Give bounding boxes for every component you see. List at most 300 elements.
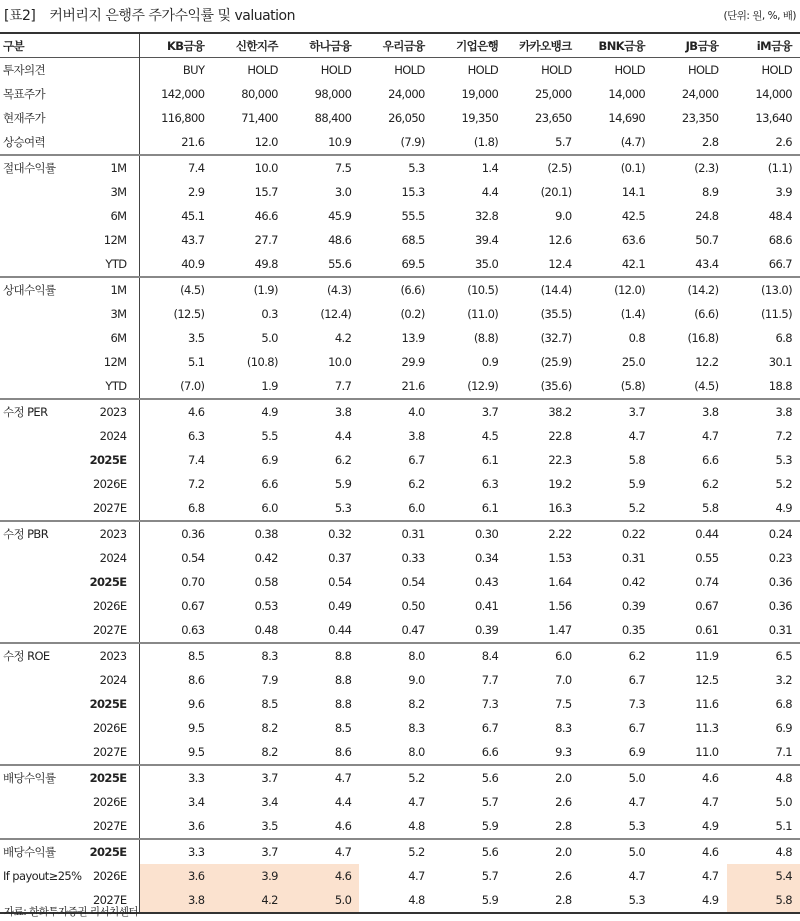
cell-0: BUY bbox=[182, 63, 205, 77]
cell-6: 4.7 bbox=[628, 795, 646, 809]
cell-3: 29.9 bbox=[401, 355, 425, 369]
cell-7: 50.7 bbox=[695, 233, 719, 247]
cell-3: 4.7 bbox=[408, 795, 425, 809]
cell-6: 0.31 bbox=[621, 551, 646, 565]
row-group-label bbox=[0, 204, 88, 228]
row-sub-label: 2023 bbox=[88, 643, 139, 668]
cell-8: HOLD bbox=[761, 63, 792, 77]
cell-7: 4.6 bbox=[653, 765, 726, 790]
cell-6: 5.0 bbox=[580, 765, 653, 790]
cell-7: (4.5) bbox=[694, 379, 719, 393]
cell-6: 0.8 bbox=[628, 331, 646, 345]
cell-0: 0.63 bbox=[181, 623, 205, 637]
cell-0: 4.6 bbox=[139, 399, 212, 424]
cell-1: 0.38 bbox=[212, 521, 285, 546]
row-group-label: 목표주가 bbox=[3, 87, 46, 101]
cell-1: 1.9 bbox=[261, 379, 278, 393]
cell-7: (16.8) bbox=[687, 331, 719, 345]
row-sub-label: 2023 bbox=[88, 399, 139, 424]
cell-4: 7.3 bbox=[481, 697, 499, 711]
row-sub-label: 6M bbox=[88, 326, 139, 350]
cell-4: 6.1 bbox=[481, 453, 499, 467]
cell-1: 8.2 bbox=[261, 745, 278, 759]
row-group-label bbox=[0, 326, 88, 350]
cell-0: 2.9 bbox=[187, 185, 205, 199]
cell-2: HOLD bbox=[320, 63, 352, 77]
cell-6: 5.0 bbox=[580, 839, 653, 864]
cell-5: 8.3 bbox=[555, 721, 572, 735]
cell-5: 22.3 bbox=[548, 453, 572, 467]
cell-1: 4.9 bbox=[212, 399, 285, 424]
cell-1: 5.0 bbox=[261, 331, 278, 345]
cell-2: 5.3 bbox=[334, 501, 352, 515]
cell-5: 1.53 bbox=[548, 551, 572, 565]
cell-1: 3.7 bbox=[212, 765, 285, 790]
cell-3: (0.2) bbox=[400, 307, 425, 321]
cell-5: (32.7) bbox=[540, 331, 572, 345]
cell-2: 10.9 bbox=[328, 135, 352, 149]
cell-3: 4.8 bbox=[408, 819, 425, 833]
cell-5: 12.4 bbox=[548, 257, 572, 271]
cell-7: 12.2 bbox=[695, 355, 719, 369]
table-row bbox=[0, 277, 800, 302]
cell-6: (12.0) bbox=[580, 277, 653, 302]
cell-5: 38.2 bbox=[506, 399, 579, 424]
cell-7: (6.6) bbox=[694, 307, 719, 321]
cell-5: (2.5) bbox=[506, 155, 579, 180]
cell-6: 5.2 bbox=[628, 501, 646, 515]
table-row bbox=[0, 570, 800, 594]
row-group-label bbox=[0, 594, 88, 618]
cell-7: 8.9 bbox=[702, 185, 719, 199]
cell-7: 4.6 bbox=[653, 839, 726, 864]
cell-5: 2.0 bbox=[506, 765, 579, 790]
cell-2: 3.0 bbox=[334, 185, 352, 199]
cell-0: 5.1 bbox=[187, 355, 205, 369]
row-group-label: 수정 PBR bbox=[0, 521, 88, 546]
table-row bbox=[0, 155, 800, 180]
cell-5: 2.0 bbox=[506, 839, 579, 864]
cell-3: 13.9 bbox=[401, 331, 425, 345]
row-group-label bbox=[0, 448, 88, 472]
row-group-label: 수정 ROE bbox=[0, 643, 88, 668]
cell-1: (1.9) bbox=[212, 277, 285, 302]
cell-8: 68.6 bbox=[768, 233, 792, 247]
cell-6: 6.7 bbox=[628, 721, 646, 735]
row-group-label bbox=[0, 618, 88, 643]
cell-7: (2.3) bbox=[653, 155, 726, 180]
cell-0: 0.36 bbox=[139, 521, 212, 546]
table-row bbox=[0, 204, 800, 228]
cell-7: HOLD bbox=[687, 63, 719, 77]
row-sub-label: 2026E bbox=[88, 790, 139, 814]
row-group-label: 상대수익률 bbox=[0, 277, 88, 302]
cell-5: 9.0 bbox=[555, 209, 572, 223]
cell-3: 5.3 bbox=[359, 155, 432, 180]
cell-1: HOLD bbox=[247, 63, 278, 77]
cell-5: 2.22 bbox=[506, 521, 579, 546]
cell-5: 9.3 bbox=[555, 745, 572, 759]
cell-2: 10.0 bbox=[328, 355, 352, 369]
cell-4: 5.7 bbox=[481, 869, 499, 883]
table-row bbox=[0, 814, 800, 839]
cell-8: 4.9 bbox=[775, 501, 792, 515]
cell-7: 6.2 bbox=[702, 477, 719, 491]
cell-3: 8.3 bbox=[408, 721, 425, 735]
table-row bbox=[0, 424, 800, 448]
column-header-8: iM금융 bbox=[756, 38, 792, 53]
table-row bbox=[0, 448, 800, 472]
cell-8: 6.5 bbox=[727, 643, 800, 668]
cell-6: HOLD bbox=[614, 63, 646, 77]
cell-4: 0.39 bbox=[474, 623, 499, 637]
row-group-label bbox=[0, 252, 88, 277]
cell-2: 4.2 bbox=[334, 331, 352, 345]
cell-7: 24,000 bbox=[681, 87, 719, 101]
cell-6: 3.7 bbox=[580, 399, 653, 424]
cell-4: 0.41 bbox=[474, 599, 499, 613]
table-row bbox=[0, 326, 800, 350]
row-group-label: If payout≥25% bbox=[3, 869, 82, 883]
column-header-2: 하나금융 bbox=[309, 38, 352, 53]
cell-0: 3.3 bbox=[139, 839, 212, 864]
cell-4: 32.8 bbox=[474, 209, 499, 223]
row-sub-label: YTD bbox=[88, 252, 139, 277]
row-group-label bbox=[0, 814, 88, 839]
column-header-0: KB금융 bbox=[166, 38, 205, 53]
cell-7: 12.5 bbox=[695, 673, 719, 687]
cell-0: 3.5 bbox=[187, 331, 205, 345]
cell-4: 39.4 bbox=[474, 233, 499, 247]
row-sub-label: 2027E bbox=[88, 496, 139, 521]
cell-6: 0.35 bbox=[621, 623, 646, 637]
cell-0: 8.5 bbox=[139, 643, 212, 668]
cell-6: (0.1) bbox=[580, 155, 653, 180]
cell-4: 5.9 bbox=[433, 888, 506, 913]
cell-3: 9.0 bbox=[408, 673, 425, 687]
cell-5: 6.0 bbox=[506, 643, 579, 668]
column-header-1: 신한지주 bbox=[235, 38, 278, 53]
cell-0: 9.5 bbox=[187, 745, 205, 759]
column-header-4: 기업은행 bbox=[456, 38, 499, 53]
cell-2: 45.9 bbox=[328, 209, 352, 223]
table-row bbox=[0, 594, 800, 618]
cell-6: 5.3 bbox=[628, 819, 646, 833]
cell-2: 6.2 bbox=[334, 453, 352, 467]
table-row bbox=[0, 374, 800, 399]
cell-6: 14.1 bbox=[621, 185, 646, 199]
row-group-label bbox=[0, 472, 88, 496]
table-row bbox=[0, 716, 800, 740]
cell-7: 4.7 bbox=[702, 795, 719, 809]
cell-5: 2.6 bbox=[555, 869, 572, 883]
cell-3: 8.0 bbox=[359, 643, 432, 668]
cell-8: 5.0 bbox=[775, 795, 792, 809]
table-row bbox=[0, 496, 800, 521]
cell-4: 1.4 bbox=[433, 155, 506, 180]
cell-2: 3.8 bbox=[286, 399, 359, 424]
cell-1: 0.58 bbox=[254, 575, 278, 589]
cell-8: 5.8 bbox=[727, 888, 800, 913]
cell-6: 6.7 bbox=[628, 673, 646, 687]
row-sub-label bbox=[88, 58, 139, 83]
cell-6: 42.5 bbox=[621, 209, 646, 223]
cell-8: (1.1) bbox=[727, 155, 800, 180]
cell-4: 0.30 bbox=[433, 521, 506, 546]
table-title-text: 커버리지 은행주 주가수익률 및 valuation bbox=[49, 8, 295, 24]
row-group-label bbox=[0, 716, 88, 740]
cell-7: 11.9 bbox=[653, 643, 726, 668]
table-row bbox=[0, 350, 800, 374]
cell-2: 5.9 bbox=[334, 477, 352, 491]
table-row bbox=[0, 58, 800, 83]
cell-0: 3.3 bbox=[139, 765, 212, 790]
cell-4: (11.0) bbox=[467, 307, 499, 321]
cell-1: 6.0 bbox=[261, 501, 278, 515]
cell-8: 5.3 bbox=[775, 453, 792, 467]
cell-6: (5.8) bbox=[620, 379, 646, 393]
cell-2: 4.6 bbox=[286, 864, 359, 888]
cell-5: (14.4) bbox=[506, 277, 579, 302]
row-sub-label bbox=[88, 82, 139, 106]
cell-7: 0.55 bbox=[695, 551, 719, 565]
cell-0: 21.6 bbox=[181, 135, 205, 149]
cell-4: (8.8) bbox=[473, 331, 499, 345]
cell-2: 5.0 bbox=[286, 888, 359, 913]
cell-4: 6.6 bbox=[481, 745, 499, 759]
cell-5: 23,650 bbox=[534, 111, 572, 125]
cell-7: (14.2) bbox=[653, 277, 726, 302]
cell-2: 4.4 bbox=[334, 795, 352, 809]
cell-4: 8.4 bbox=[433, 643, 506, 668]
cell-4: 5.7 bbox=[481, 795, 499, 809]
row-group-label bbox=[0, 790, 88, 814]
cell-4: 6.3 bbox=[481, 477, 499, 491]
cell-8: 7.1 bbox=[775, 745, 792, 759]
cell-8: 3.9 bbox=[775, 185, 792, 199]
cell-1: 8.3 bbox=[212, 643, 285, 668]
row-group-label bbox=[0, 424, 88, 448]
cell-0: 9.5 bbox=[187, 721, 205, 735]
cell-3: 4.7 bbox=[408, 869, 425, 883]
row-group-label: 상승여력 bbox=[3, 135, 46, 149]
cell-8: (13.0) bbox=[727, 277, 800, 302]
cell-2: 8.6 bbox=[334, 745, 352, 759]
cell-8: 66.7 bbox=[768, 257, 792, 271]
cell-5: (20.1) bbox=[540, 185, 572, 199]
table-row bbox=[0, 790, 800, 814]
cell-2: 0.54 bbox=[328, 575, 352, 589]
cell-5: HOLD bbox=[541, 63, 572, 77]
row-sub-label: 2024 bbox=[88, 668, 139, 692]
cell-3: 15.3 bbox=[401, 185, 425, 199]
header-sub bbox=[88, 33, 139, 58]
cell-4: 7.7 bbox=[481, 673, 499, 687]
cell-1: 3.5 bbox=[261, 819, 278, 833]
cell-5: 16.3 bbox=[548, 501, 572, 515]
cell-0: 43.7 bbox=[181, 233, 205, 247]
cell-3: 0.31 bbox=[359, 521, 432, 546]
row-sub-label: 3M bbox=[88, 180, 139, 204]
table-row bbox=[0, 864, 800, 888]
cell-5: 1.47 bbox=[548, 623, 572, 637]
cell-5: (35.5) bbox=[540, 307, 572, 321]
row-sub-label: 2026E bbox=[88, 864, 139, 888]
cell-3: HOLD bbox=[394, 63, 425, 77]
cell-0: 7.4 bbox=[139, 155, 212, 180]
cell-2: 8.5 bbox=[334, 721, 352, 735]
cell-8: 6.8 bbox=[775, 697, 792, 711]
cell-8: 2.6 bbox=[775, 135, 792, 149]
table-row bbox=[0, 521, 800, 546]
cell-7: 43.4 bbox=[695, 257, 719, 271]
row-sub-label: 2025E bbox=[88, 839, 139, 864]
cell-3: 0.50 bbox=[401, 599, 425, 613]
row-group-label: 투자의견 bbox=[3, 63, 46, 77]
row-sub-label: 2026E bbox=[88, 594, 139, 618]
cell-3: 0.33 bbox=[401, 551, 425, 565]
cell-8: 3.2 bbox=[775, 673, 792, 687]
table-row bbox=[0, 228, 800, 252]
column-header-5: 카카오뱅크 bbox=[519, 38, 572, 53]
cell-2: 7.5 bbox=[286, 155, 359, 180]
cell-0: 3.4 bbox=[187, 795, 205, 809]
cell-3: 6.2 bbox=[408, 477, 425, 491]
table-row bbox=[0, 668, 800, 692]
cell-0: 0.67 bbox=[181, 599, 205, 613]
row-sub-label: 2026E bbox=[88, 472, 139, 496]
table-row bbox=[0, 839, 800, 864]
cell-6: 4.7 bbox=[628, 869, 646, 883]
cell-6: 14,690 bbox=[608, 111, 646, 125]
cell-1: 8.2 bbox=[261, 721, 278, 735]
table-row bbox=[0, 765, 800, 790]
cell-5: 22.8 bbox=[548, 429, 572, 443]
cell-2: (4.3) bbox=[286, 277, 359, 302]
cell-2: 88,400 bbox=[314, 111, 352, 125]
cell-4: 5.6 bbox=[433, 765, 506, 790]
cell-7: 2.8 bbox=[702, 135, 719, 149]
row-sub-label: 12M bbox=[88, 228, 139, 252]
cell-8: (11.5) bbox=[761, 307, 792, 321]
cell-2: 0.44 bbox=[328, 623, 352, 637]
cell-7: 11.6 bbox=[695, 697, 719, 711]
cell-3: 0.54 bbox=[401, 575, 425, 589]
cell-6: 63.6 bbox=[621, 233, 646, 247]
cell-1: 10.0 bbox=[212, 155, 285, 180]
cell-2: 0.49 bbox=[328, 599, 352, 613]
table-row bbox=[0, 618, 800, 643]
cell-3: 8.0 bbox=[408, 745, 425, 759]
cell-8: 6.9 bbox=[775, 721, 792, 735]
row-sub-label: 3M bbox=[88, 302, 139, 326]
row-sub-label: 12M bbox=[88, 350, 139, 374]
cell-7: 4.7 bbox=[702, 429, 719, 443]
cell-6: (4.7) bbox=[620, 135, 646, 149]
cell-8: 0.36 bbox=[768, 575, 792, 589]
cell-2: (12.4) bbox=[320, 307, 352, 321]
cell-4: (10.5) bbox=[433, 277, 506, 302]
cell-5: 1.64 bbox=[548, 575, 572, 589]
row-sub-label: 6M bbox=[88, 204, 139, 228]
row-sub-label bbox=[88, 130, 139, 155]
cell-5: 19.2 bbox=[548, 477, 572, 491]
cell-1: 46.6 bbox=[254, 209, 278, 223]
cell-3: 0.47 bbox=[401, 623, 425, 637]
row-sub-label: 2027E bbox=[88, 888, 139, 913]
cell-5: 12.6 bbox=[548, 233, 572, 247]
cell-1: 0.3 bbox=[261, 307, 278, 321]
cell-4: 3.7 bbox=[433, 399, 506, 424]
row-group-label: 배당수익률 bbox=[0, 765, 88, 790]
cell-5: 1.56 bbox=[548, 599, 572, 613]
cell-4: 5.9 bbox=[481, 819, 499, 833]
cell-3: 5.2 bbox=[359, 765, 432, 790]
cell-1: 3.9 bbox=[212, 864, 285, 888]
cell-8: 5.2 bbox=[775, 477, 792, 491]
cell-8: 0.24 bbox=[727, 521, 800, 546]
cell-5: (25.9) bbox=[540, 355, 572, 369]
cell-8: 6.8 bbox=[775, 331, 792, 345]
cell-3: 24,000 bbox=[388, 87, 425, 101]
cell-2: 0.37 bbox=[328, 551, 352, 565]
cell-0: 40.9 bbox=[181, 257, 205, 271]
cell-0: 0.54 bbox=[181, 551, 205, 565]
cell-5: 2.8 bbox=[506, 888, 579, 913]
cell-3: 68.5 bbox=[401, 233, 425, 247]
cell-5: 25,000 bbox=[534, 87, 572, 101]
cell-8: 5.4 bbox=[727, 864, 800, 888]
table-row bbox=[0, 82, 800, 106]
cell-8: 13,640 bbox=[755, 111, 792, 125]
cell-4: 5.6 bbox=[433, 839, 506, 864]
row-sub-label: 2025E bbox=[88, 765, 139, 790]
column-header-7: JB금융 bbox=[685, 38, 719, 53]
cell-6: 5.8 bbox=[628, 453, 646, 467]
table-number: [표2] bbox=[4, 8, 36, 24]
source-note: 자료: 한화투자증권 리서치센터 bbox=[4, 906, 139, 918]
cell-4: 35.0 bbox=[474, 257, 499, 271]
cell-1: 80,000 bbox=[241, 87, 278, 101]
cell-1: 4.2 bbox=[212, 888, 285, 913]
cell-8: 3.8 bbox=[727, 399, 800, 424]
row-sub-label: 2025E bbox=[88, 448, 139, 472]
cell-3: 5.2 bbox=[359, 839, 432, 864]
row-sub-label: YTD bbox=[88, 374, 139, 399]
cell-0: 7.2 bbox=[187, 477, 205, 491]
cell-7: 4.9 bbox=[653, 888, 726, 913]
cell-3: 21.6 bbox=[401, 379, 425, 393]
cell-0: 3.6 bbox=[139, 864, 212, 888]
cell-3: 3.8 bbox=[408, 429, 425, 443]
row-group-label: 수정 PER bbox=[0, 399, 88, 424]
cell-4: 0.34 bbox=[474, 551, 499, 565]
cell-4: HOLD bbox=[467, 63, 499, 77]
cell-7: 11.3 bbox=[695, 721, 719, 735]
cell-2: 8.8 bbox=[334, 697, 352, 711]
cell-0: 6.8 bbox=[187, 501, 205, 515]
cell-1: 8.5 bbox=[261, 697, 278, 711]
cell-7: 11.0 bbox=[695, 745, 719, 759]
cell-0: 8.6 bbox=[187, 673, 205, 687]
cell-3: 4.8 bbox=[359, 888, 432, 913]
valuation-table bbox=[0, 32, 800, 914]
cell-6: 6.2 bbox=[580, 643, 653, 668]
cell-1: 71,400 bbox=[241, 111, 278, 125]
cell-8: 4.8 bbox=[727, 765, 800, 790]
cell-4: 6.1 bbox=[481, 501, 499, 515]
cell-6: 6.9 bbox=[628, 745, 646, 759]
